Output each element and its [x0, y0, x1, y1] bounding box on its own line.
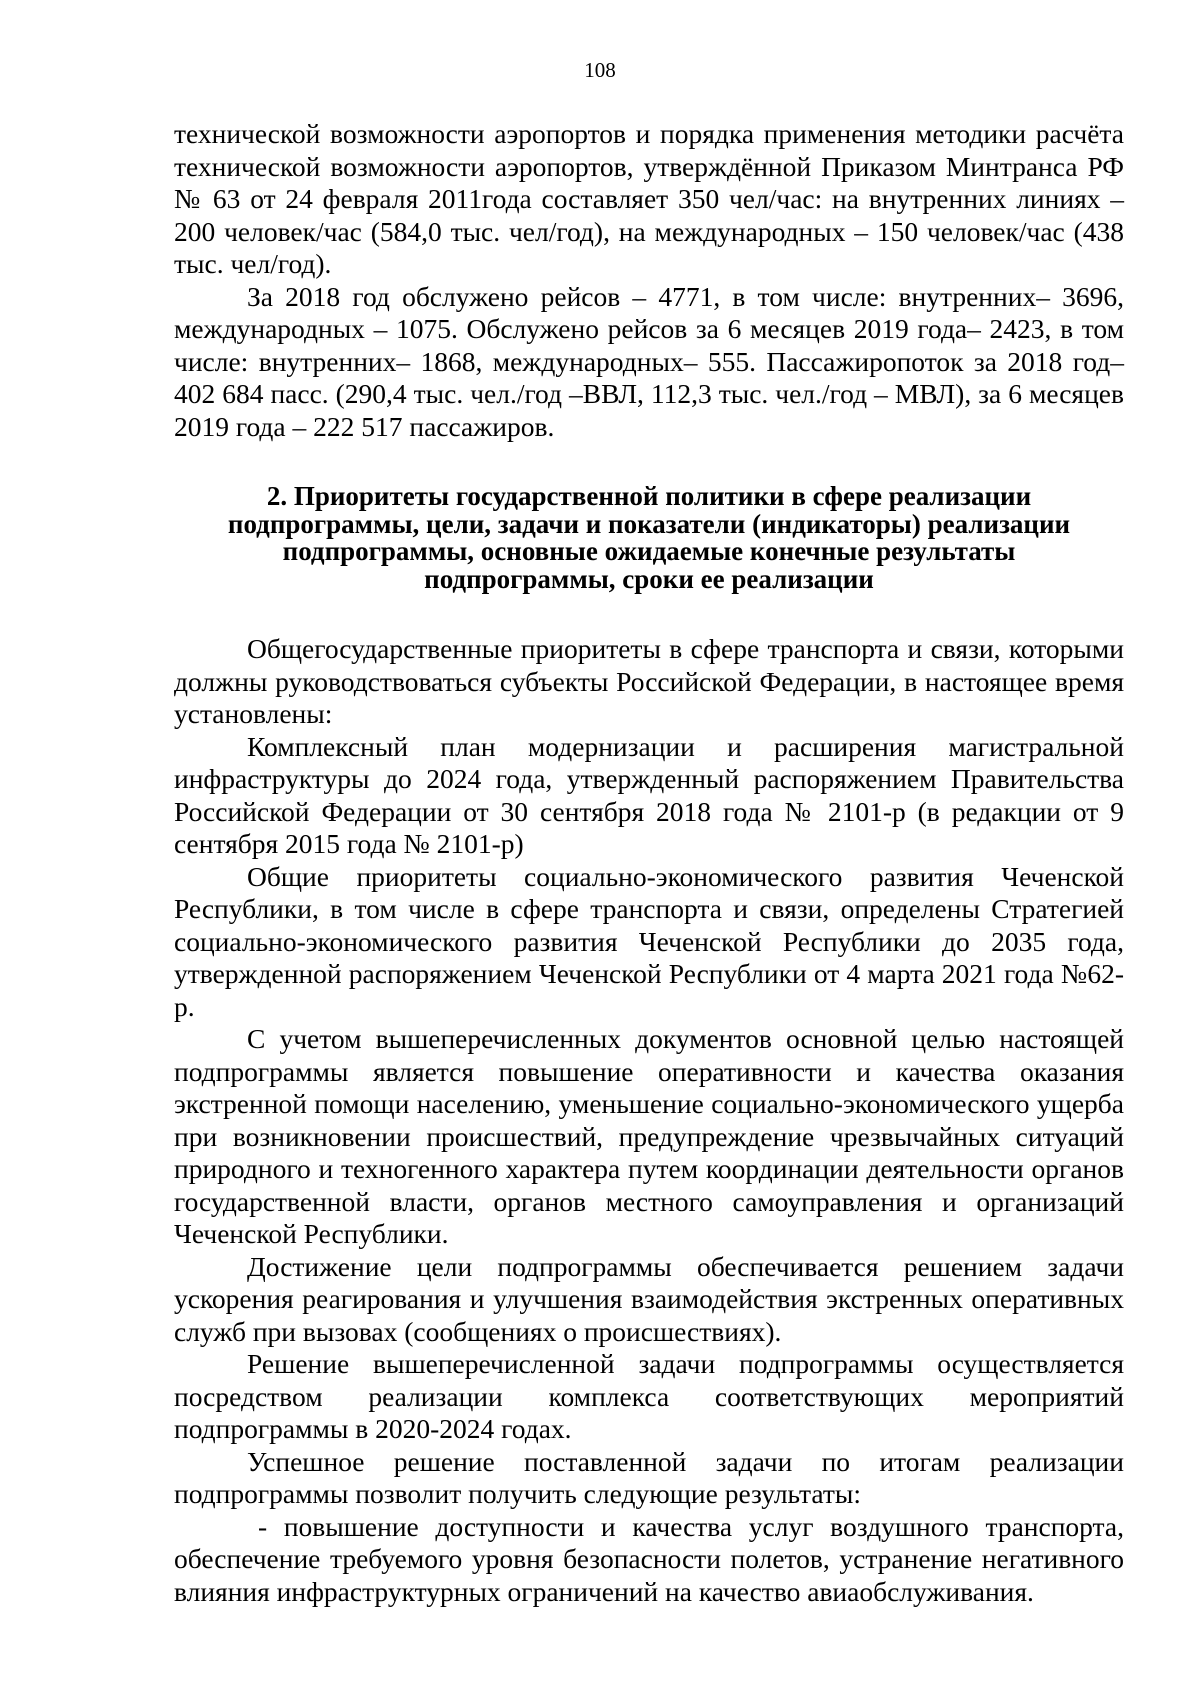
- paragraph-task-solution: Решение вышеперечисленной задачи подпрограммы осуществляется посредством реализации комплекса соответствующих мероприятий подпрограммы в 2020-2024 годах.: [174, 1348, 1124, 1444]
- section-heading-line: подпрограммы, основные ожидаемые конечные результаты: [282, 536, 1016, 566]
- page-content: [174, 118, 1124, 1608]
- section-heading-line: подпрограммы, цели, задачи и показатели (индикаторы) реализации: [227, 508, 1071, 539]
- paragraph-goal-achievement: Достижение цели подпрограммы обеспечивается решением задачи ускорения реагирования и улучшения взаимодействия экстренных оперативных служб при вызовах (сообщениях о происшествиях).: [174, 1250, 1124, 1347]
- paragraph-complex-plan: Комплексный план модернизации и расширения магистральной инфраструктуры до 2024 года, утвержденный распоряжением Правительства Российской Федерации от 30 сентября 2018 года № 2101-р (в редакции от 9 сентября 2015 года № 2101-р): [174, 730, 1124, 859]
- paragraph-main-goal: С учетом вышеперечисленных документов основной целью настоящей подпрограммы является повышение оперативности и качества оказания экстренной помощи населению, уменьшение социально-экономического ущерба при возникновении происшествий, предупреждение чрезвычайных ситуаций природного и техногенного характера путем координации деятельности органов государственной власти, органов местного самоуправления и организаций Чеченской Республики.: [174, 1023, 1124, 1249]
- page-number: 108: [584, 58, 616, 82]
- paragraph-expected-results: Успешное решение поставленной задачи по итогам реализации подпрограммы позволит получить следующие результаты:: [174, 1445, 1124, 1509]
- section-heading-line: подпрограммы, сроки ее реализации: [424, 563, 874, 594]
- paragraph-national-priorities: Общегосударственные приоритеты в сфере транспорта и связи, которыми должны руководствоваться субъекты Российской Федерации, в настоящее время установлены:: [174, 633, 1124, 729]
- paragraph-airport-capacity: технической возможности аэропортов и порядка применения методики расчёта технической возможности аэропортов, утверждённой Приказом Минтранса РФ № 63 от 24 февраля 2011года составляет 350 чел/час: на внутренних линиях – 200 человек/час (584,0 тыс. чел/год), на международных – 150 человек/час (438 тыс. чел/год).: [174, 118, 1124, 279]
- paragraph-flights-2018: За 2018 год обслужено рейсов – 4771, в том числе: внутренних– 3696, международных – 1075. Обслужено рейсов за 6 месяцев 2019 года– 2423, в том числе: внутренних– 1868, международных– 555. Пассажиропоток за 2018 год– 402 684 пасс. (290,4 тыс. чел./год –ВВЛ, 112,3 тыс. чел./год – МВЛ), за 6 месяцев 2019 года – 222 517 пассажиров.: [174, 280, 1124, 442]
- list-item-result: - повышение доступности и качества услуг воздушного транспорта, обеспечение требуемого уровня безопасности полетов, устранение негативного влияния инфраструктурных ограничений на качество авиаобслуживания.: [174, 1510, 1124, 1607]
- section-heading: [174, 483, 1124, 593]
- paragraph-regional-strategy: Общие приоритеты социально-экономического развития Чеченской Республики, в том числе в сфере транспорта и связи, определены Стратегией социально-экономического развития Чеченской Республики до 2035 года, утвержденной распоряжением Чеченской Республики от 4 марта 2021 года №62-р.: [174, 860, 1124, 1022]
- section-heading-line: 2. Приоритеты государственной политики в сфере реализации: [266, 481, 1032, 511]
